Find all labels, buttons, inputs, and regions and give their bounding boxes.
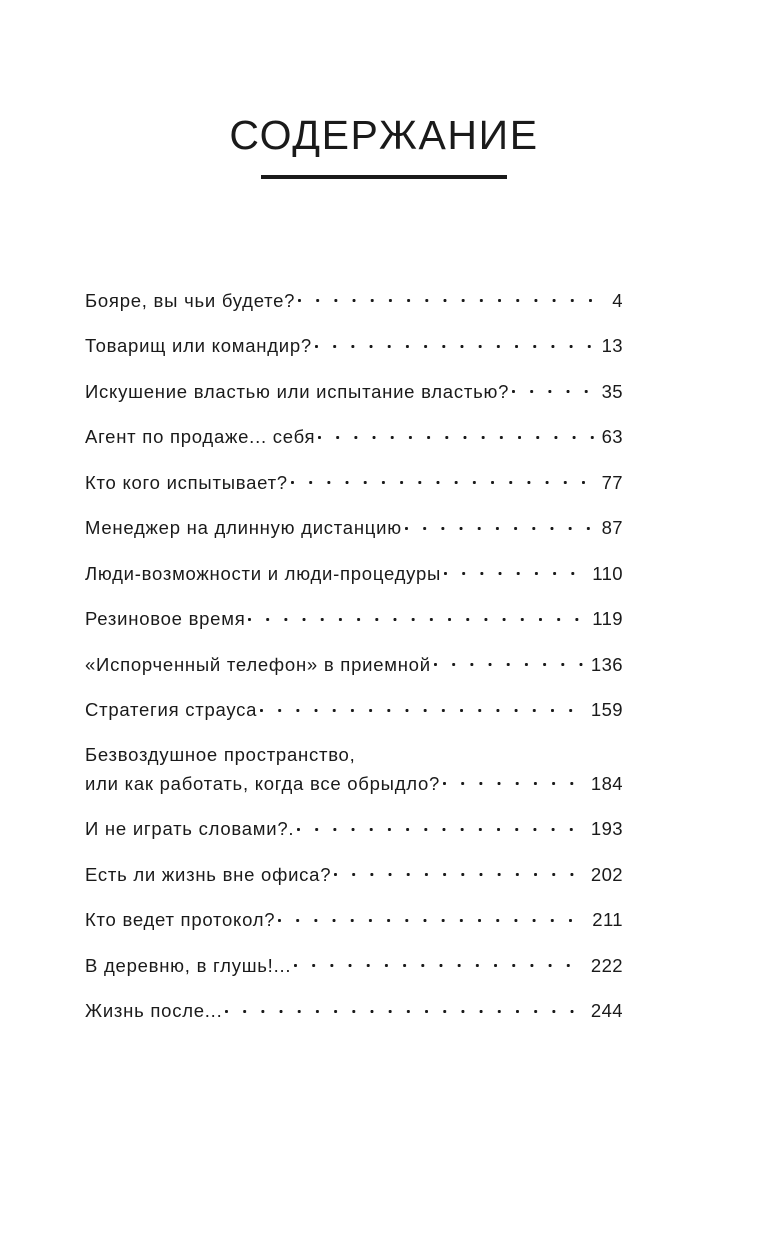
toc-page-number: 87	[601, 517, 623, 538]
toc-page-number: 4	[612, 289, 623, 311]
toc-entry[interactable]	[85, 425, 623, 449]
dot-leader	[298, 288, 605, 307]
toc-entry[interactable]	[85, 698, 623, 722]
toc-entry-title: Менеджер на длинную дистанцию	[85, 517, 402, 538]
toc-entry[interactable]	[85, 953, 623, 977]
toc-page-number: 35	[601, 380, 623, 402]
toc-entry-line	[85, 771, 623, 795]
toc-page-number: 202	[590, 863, 623, 885]
toc-entry-line	[85, 379, 623, 403]
toc-entry-title: Жизнь после...	[85, 1000, 223, 1021]
toc-entry-title: И не играть словами?.	[85, 818, 295, 839]
toc-entry-line	[85, 743, 623, 766]
toc-entry[interactable]	[85, 288, 623, 312]
toc-entry[interactable]	[85, 999, 623, 1023]
toc-entry-list	[85, 288, 623, 1022]
toc-entry-title: Искушение властью или испытание властью?	[85, 380, 510, 402]
toc-entry-line	[85, 288, 623, 312]
page-title: СОДЕРЖАНИЕ	[229, 112, 539, 158]
toc-page-number: 136	[590, 653, 623, 675]
dot-leader	[334, 862, 584, 881]
dot-leader	[291, 470, 595, 489]
toc-entry-line	[85, 334, 623, 358]
dot-leader	[405, 516, 595, 535]
toc-entry-line	[85, 470, 623, 494]
dot-leader	[512, 379, 594, 398]
toc-entry-title: «Испорченный телефон» в приемной	[85, 653, 431, 675]
toc-entry[interactable]	[85, 607, 623, 631]
toc-page-number: 193	[590, 818, 623, 839]
toc-page-number: 13	[601, 335, 623, 356]
toc-entry-line	[85, 817, 623, 841]
toc-entry-line	[85, 862, 623, 886]
toc-page-number: 159	[590, 699, 623, 720]
dot-leader	[315, 334, 595, 353]
dot-leader	[444, 561, 585, 580]
dot-leader	[443, 771, 584, 790]
toc-page-number: 110	[592, 562, 623, 584]
dot-leader	[297, 817, 584, 836]
toc-entry-title: Бояре, вы чьи будете?	[85, 289, 296, 311]
toc-entry[interactable]	[85, 334, 623, 358]
toc-entry[interactable]	[85, 817, 623, 841]
toc-page-number: 184	[590, 772, 623, 794]
toc-entry-line	[85, 607, 623, 631]
toc-entry[interactable]	[85, 561, 623, 585]
toc-entry-title: Резиновое время	[85, 608, 246, 629]
toc-entry-line	[85, 652, 623, 676]
toc-entry[interactable]	[85, 379, 623, 403]
toc-entry[interactable]	[85, 743, 623, 795]
toc-entry-line	[85, 516, 623, 540]
dot-leader	[278, 908, 585, 927]
toc-entry-title: Безвоздушное пространство,	[85, 744, 356, 765]
toc-entry-title: Товарищ или командир?	[85, 335, 312, 356]
dot-leader	[225, 999, 583, 1018]
toc-entry[interactable]	[85, 862, 623, 886]
toc-entry-line	[85, 698, 623, 722]
toc-page-number: 77	[601, 471, 623, 493]
toc-entry[interactable]	[85, 470, 623, 494]
toc-page-number: 222	[590, 954, 623, 976]
toc-entry-title: Есть ли жизнь вне офиса?	[85, 863, 332, 885]
toc-entry-title: Люди-возможности и люди-процедуры	[85, 562, 442, 584]
toc-page-number: 211	[592, 909, 623, 930]
toc-entry[interactable]	[85, 516, 623, 540]
toc-entry-title: Кто ведет протокол?	[85, 909, 276, 930]
toc-entry-title: В деревню, в глушь!...	[85, 954, 292, 976]
dot-leader	[294, 953, 584, 972]
toc-entry-line	[85, 561, 623, 585]
toc-page-number: 63	[601, 426, 623, 447]
toc-page-number: 119	[592, 608, 623, 629]
title-underline-rule	[261, 175, 507, 179]
toc-entry-line	[85, 425, 623, 449]
toc-page-number: 244	[590, 1000, 623, 1021]
toc-entry-line	[85, 953, 623, 977]
toc-entry-line	[85, 908, 623, 932]
toc-entry-title: Стратегия страуса	[85, 699, 258, 720]
dot-leader	[260, 698, 584, 717]
dot-leader	[434, 652, 584, 671]
toc-entry-title: Кто кого испытывает?	[85, 471, 288, 493]
toc-entry[interactable]	[85, 908, 623, 932]
toc-entry-line	[85, 999, 623, 1023]
toc-entry-title: Агент по продаже... себя	[85, 426, 316, 447]
toc-header	[0, 112, 768, 179]
toc-entry-title-continued: или как работать, когда все обрыдло?	[85, 772, 441, 794]
dot-leader	[248, 607, 585, 626]
toc-entry[interactable]	[85, 652, 623, 676]
dot-leader	[318, 425, 594, 444]
